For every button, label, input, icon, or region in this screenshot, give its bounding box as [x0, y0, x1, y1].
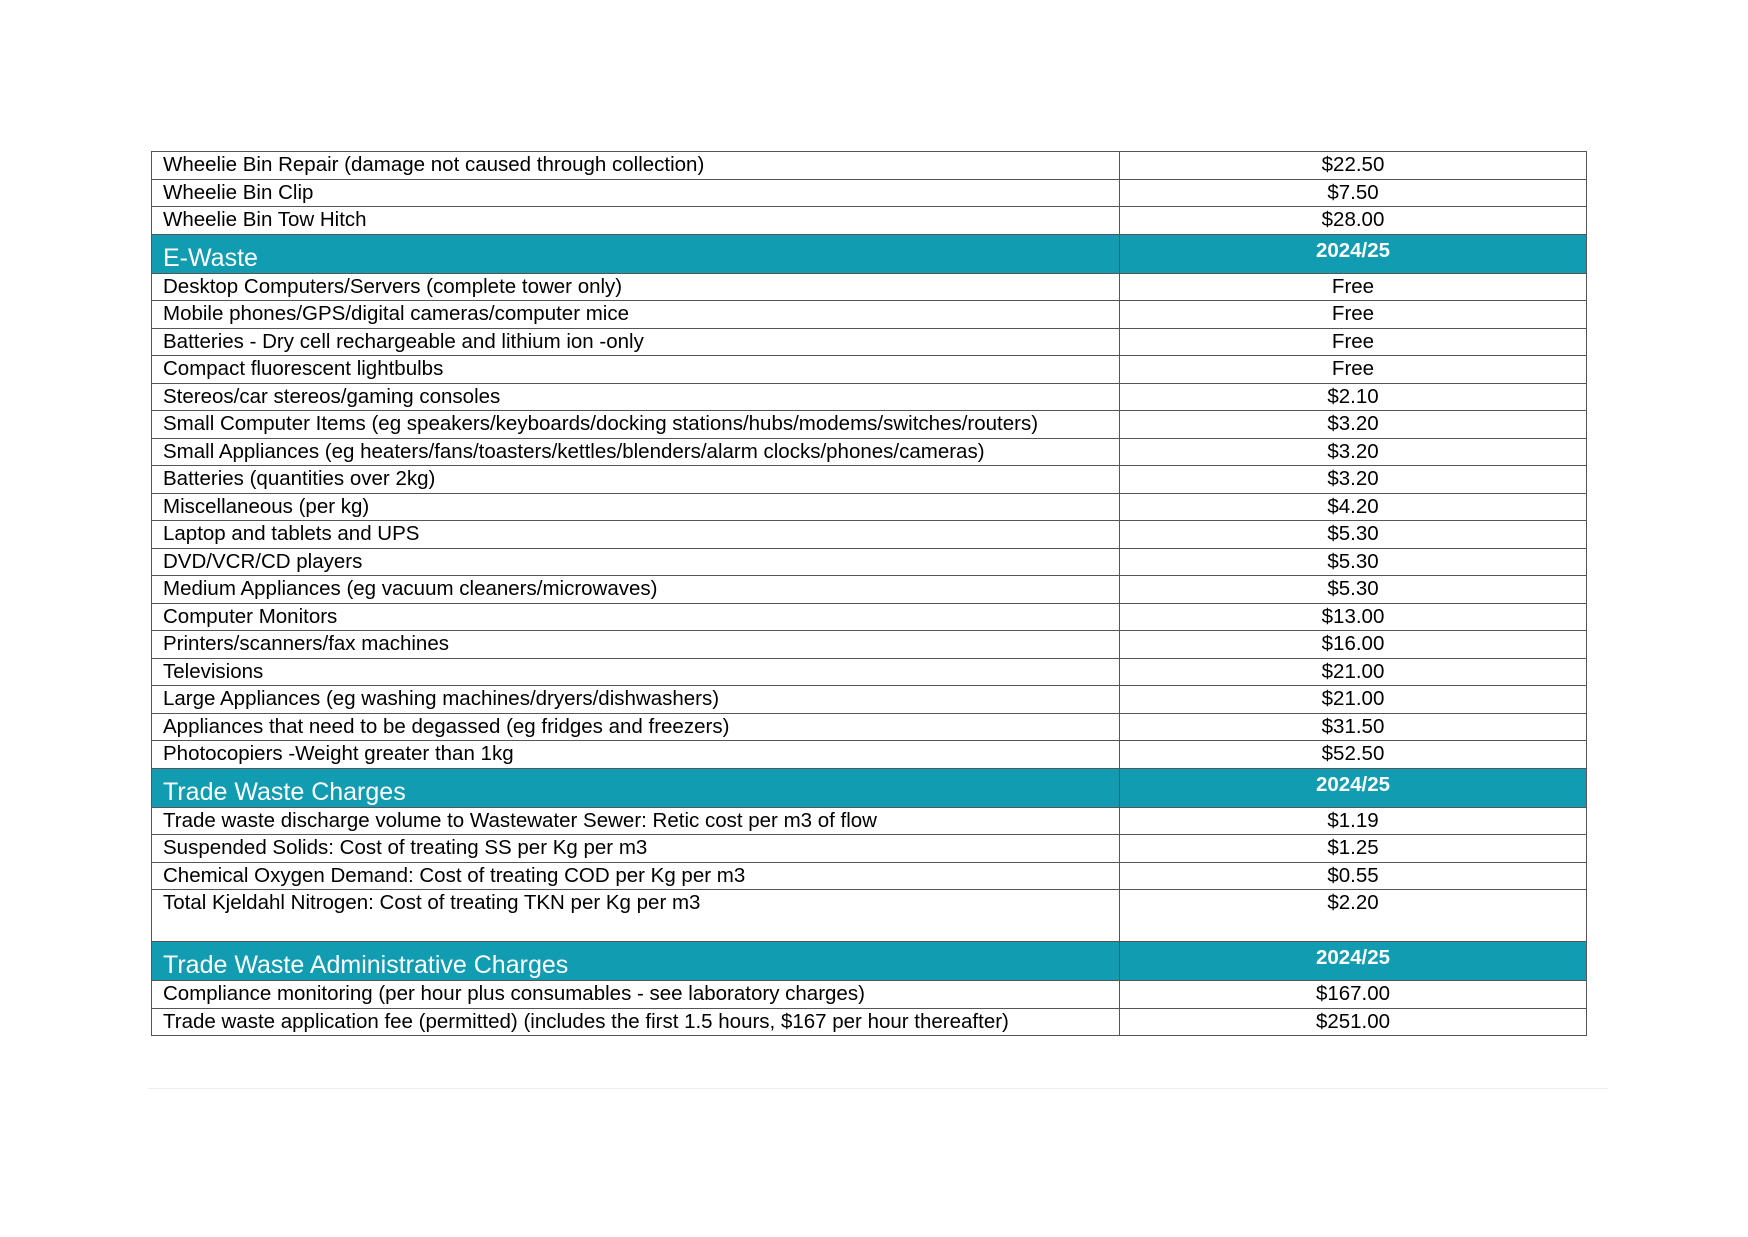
item-price: $21.00	[1120, 658, 1587, 686]
item-price: $1.19	[1120, 807, 1587, 835]
item-name: Mobile phones/GPS/digital cameras/computer mice	[152, 301, 1120, 329]
item-price: $13.00	[1120, 603, 1587, 631]
fees-table	[151, 151, 1587, 1036]
item-name: DVD/VCR/CD players	[152, 548, 1120, 576]
item-price: Free	[1120, 356, 1587, 384]
item-price: $2.10	[1120, 383, 1587, 411]
item-name: Miscellaneous (per kg)	[152, 493, 1120, 521]
item-price: $5.30	[1120, 521, 1587, 549]
table-row	[152, 179, 1587, 207]
item-price: $31.50	[1120, 713, 1587, 741]
item-price: $2.20	[1120, 890, 1587, 942]
item-name: Batteries (quantities over 2kg)	[152, 466, 1120, 494]
table-row	[152, 835, 1587, 863]
item-name: Wheelie Bin Repair (damage not caused through collection)	[152, 152, 1120, 180]
item-price: $5.30	[1120, 576, 1587, 604]
table-row	[152, 438, 1587, 466]
item-name: Televisions	[152, 658, 1120, 686]
item-price: $0.55	[1120, 862, 1587, 890]
item-name: Compliance monitoring (per hour plus consumables - see laboratory charges)	[152, 981, 1120, 1009]
item-price: Free	[1120, 273, 1587, 301]
item-price: $52.50	[1120, 741, 1587, 769]
item-name: Total Kjeldahl Nitrogen: Cost of treating TKN per Kg per m3	[152, 890, 1120, 942]
section-title: Trade Waste Charges	[152, 768, 1120, 807]
item-name: Batteries - Dry cell rechargeable and lithium ion -only	[152, 328, 1120, 356]
item-name: Compact fluorescent lightbulbs	[152, 356, 1120, 384]
item-name: Laptop and tablets and UPS	[152, 521, 1120, 549]
section-year: 2024/25	[1120, 768, 1587, 807]
section-header-trade-waste	[152, 768, 1587, 807]
item-name: Suspended Solids: Cost of treating SS per Kg per m3	[152, 835, 1120, 863]
item-name: Photocopiers -Weight greater than 1kg	[152, 741, 1120, 769]
table-row	[152, 411, 1587, 439]
table-row	[152, 658, 1587, 686]
item-name: Medium Appliances (eg vacuum cleaners/microwaves)	[152, 576, 1120, 604]
item-price: Free	[1120, 328, 1587, 356]
item-price: $167.00	[1120, 981, 1587, 1009]
item-name: Desktop Computers/Servers (complete tower only)	[152, 273, 1120, 301]
item-price: $3.20	[1120, 438, 1587, 466]
table-row	[152, 328, 1587, 356]
footer-divider	[148, 1088, 1608, 1089]
table-row	[152, 981, 1587, 1009]
section-year: 2024/25	[1120, 942, 1587, 981]
item-name: Small Computer Items (eg speakers/keyboards/docking stations/hubs/modems/switches/routers)	[152, 411, 1120, 439]
table-row	[152, 890, 1587, 942]
table-row	[152, 741, 1587, 769]
table-row	[152, 521, 1587, 549]
item-name: Wheelie Bin Clip	[152, 179, 1120, 207]
item-price: $28.00	[1120, 207, 1587, 235]
table-row	[152, 152, 1587, 180]
table-row	[152, 603, 1587, 631]
table-row	[152, 631, 1587, 659]
table-row	[152, 207, 1587, 235]
section-title: Trade Waste Administrative Charges	[152, 942, 1120, 981]
section-header-ewaste	[152, 234, 1587, 273]
item-price: $1.25	[1120, 835, 1587, 863]
table-row	[152, 383, 1587, 411]
item-price: $5.30	[1120, 548, 1587, 576]
section-title: E-Waste	[152, 234, 1120, 273]
table-row	[152, 862, 1587, 890]
table-row	[152, 1008, 1587, 1036]
item-price: Free	[1120, 301, 1587, 329]
section-year: 2024/25	[1120, 234, 1587, 273]
item-name: Trade waste application fee (permitted) (includes the first 1.5 hours, $167 per hour thereafter)	[152, 1008, 1120, 1036]
item-price: $4.20	[1120, 493, 1587, 521]
item-price: $3.20	[1120, 411, 1587, 439]
item-name: Computer Monitors	[152, 603, 1120, 631]
item-price: $16.00	[1120, 631, 1587, 659]
item-price: $251.00	[1120, 1008, 1587, 1036]
table-row	[152, 301, 1587, 329]
table-row	[152, 576, 1587, 604]
item-name: Trade waste discharge volume to Wastewater Sewer: Retic cost per m3 of flow	[152, 807, 1120, 835]
item-price: $22.50	[1120, 152, 1587, 180]
table-row	[152, 807, 1587, 835]
item-price: $3.20	[1120, 466, 1587, 494]
table-row	[152, 466, 1587, 494]
table-row	[152, 686, 1587, 714]
table-row	[152, 548, 1587, 576]
table-row	[152, 273, 1587, 301]
item-name: Wheelie Bin Tow Hitch	[152, 207, 1120, 235]
item-price: $21.00	[1120, 686, 1587, 714]
table-row	[152, 356, 1587, 384]
item-name: Chemical Oxygen Demand: Cost of treating COD per Kg per m3	[152, 862, 1120, 890]
item-name: Small Appliances (eg heaters/fans/toasters/kettles/blenders/alarm clocks/phones/cameras)	[152, 438, 1120, 466]
table-row	[152, 493, 1587, 521]
item-name: Printers/scanners/fax machines	[152, 631, 1120, 659]
item-name: Appliances that need to be degassed (eg fridges and freezers)	[152, 713, 1120, 741]
item-name: Large Appliances (eg washing machines/dryers/dishwashers)	[152, 686, 1120, 714]
item-price: $7.50	[1120, 179, 1587, 207]
section-header-trade-admin	[152, 942, 1587, 981]
table-row	[152, 713, 1587, 741]
item-name: Stereos/car stereos/gaming consoles	[152, 383, 1120, 411]
